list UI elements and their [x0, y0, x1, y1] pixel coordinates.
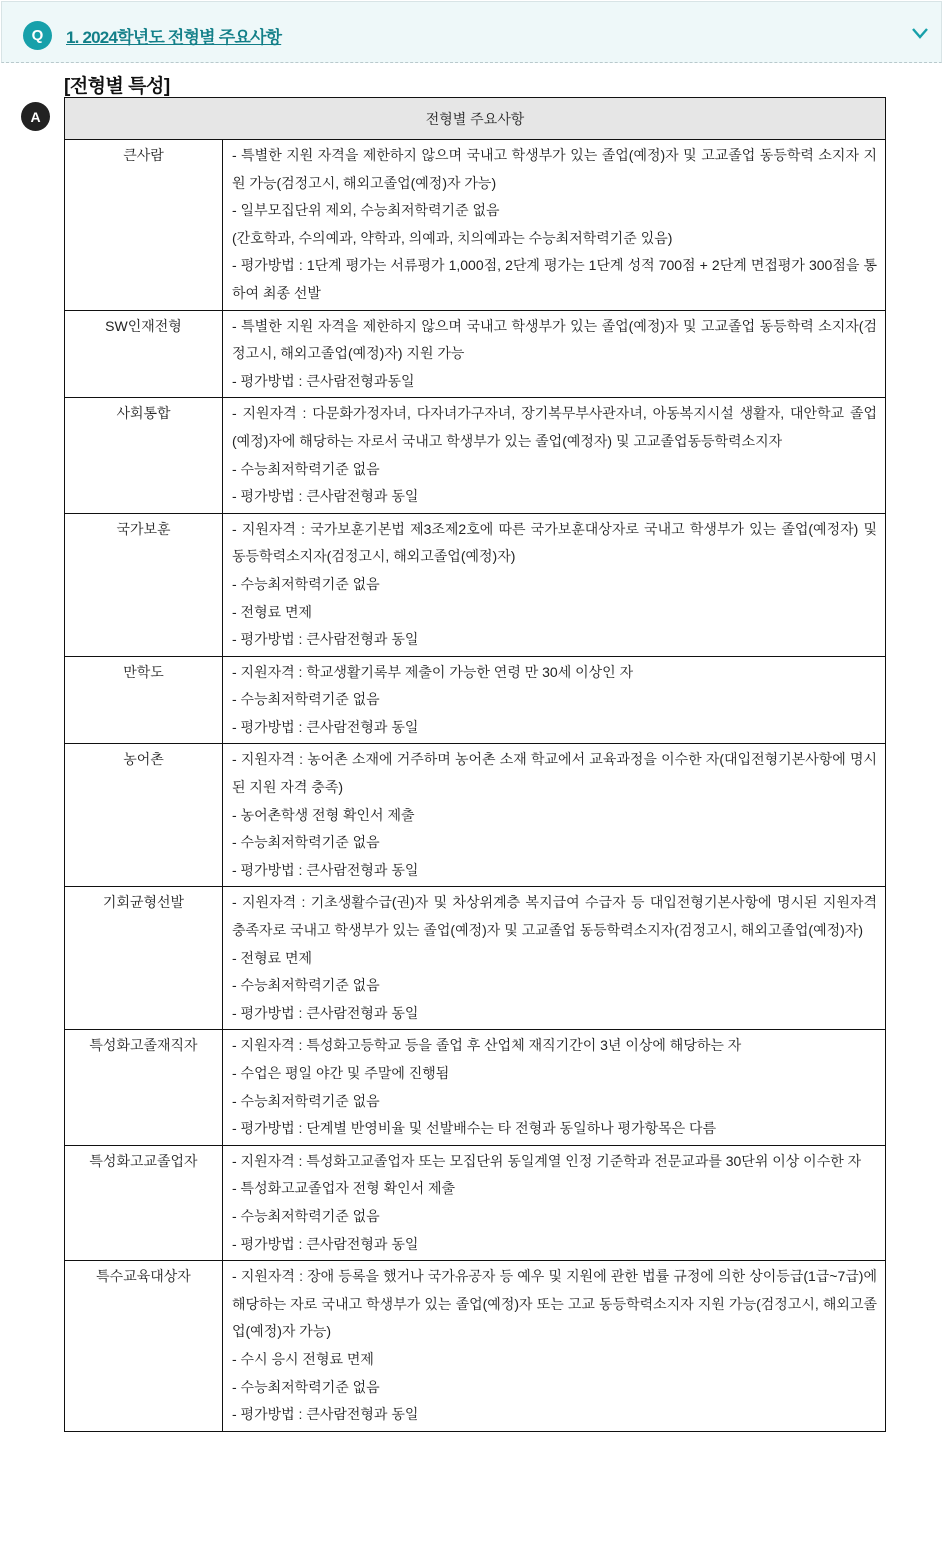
- description-item: - 지원자격 : 학교생활기록부 제출이 가능한 연령 만 30세 이상인 자: [232, 663, 634, 680]
- description-item: - 농어촌학생 전형 확인서 제출: [232, 806, 415, 823]
- admission-type-description: [223, 887, 886, 1030]
- admission-type-name: 농어촌: [65, 744, 223, 887]
- description-item: - 평가방법 : 큰사람전형과 동일: [232, 631, 419, 648]
- admission-type-name: 큰사람: [65, 140, 223, 311]
- description-item: - 특성화고교졸업자 전형 확인서 제출: [232, 1180, 456, 1197]
- a-badge: A: [21, 102, 50, 131]
- admission-type-name: 국가보훈: [65, 513, 223, 656]
- description-item: - 수능최저학력기준 없음: [232, 1378, 380, 1395]
- description-item: - 지원자격 : 국가보훈기본법 제3조제2호에 따른 국가보훈대상자로 국내고 학생부가 있는 졸업(예정자) 및 동등학력소지자(검정고시, 해외고졸업(예정)자): [232, 520, 877, 565]
- admission-type-description: [223, 1261, 886, 1432]
- admission-type-description: [223, 513, 886, 656]
- admission-type-description: [223, 1145, 886, 1260]
- description-item: - 평가방법 : 큰사람전형과 동일: [232, 861, 419, 878]
- description-item: - 평가방법 : 큰사람전형과동일: [232, 372, 415, 389]
- q-badge: Q: [23, 21, 52, 50]
- table-row: [65, 1030, 886, 1145]
- description-item: - 수능최저학력기준 없음: [232, 691, 380, 708]
- description-item: - 지원자격 : 장애 등록을 했거나 국가유공자 등 예우 및 지원에 관한 법률 규정에 의한 상이등급(1급~7급)에 해당하는 자로 국내고 학생부가 있는 졸업(예정)자 또는 고교 동등학력소지자 지원 가능(검정고시, 해외고졸업(예정)자 가능): [232, 1268, 877, 1340]
- admission-type-name: 사회통합: [65, 398, 223, 513]
- admission-type-name: 특성화고교졸업자: [65, 1145, 223, 1260]
- admission-type-name: 기회균형선발: [65, 887, 223, 1030]
- description-item: - 수능최저학력기준 없음: [232, 1207, 380, 1224]
- admission-type-description: [223, 310, 886, 398]
- description-item: - 수업은 평일 야간 및 주말에 진행됨: [232, 1065, 450, 1081]
- table-row: [65, 140, 886, 311]
- description-item: - 수시 응시 전형료 면제: [232, 1350, 374, 1367]
- section-title: [전형별 특성]: [64, 76, 170, 97]
- admission-type-name: 특성화고졸재직자: [65, 1030, 223, 1145]
- description-item: - 전형료 면제: [232, 603, 313, 620]
- admission-types-table: [64, 97, 886, 1432]
- question-title-link[interactable]: 1. 2024학년도 전형별 주요사항: [66, 28, 282, 47]
- table-row: [65, 656, 886, 744]
- table-row: [65, 513, 886, 656]
- description-item: - 지원자격 : 농어촌 소재에 거주하며 농어촌 소재 학교에서 교육과정을 이수한 자(대입전형기본사항에 명시된 지원 자격 충족): [232, 751, 877, 796]
- table-row: [65, 398, 886, 513]
- admission-type-description: [223, 1030, 886, 1145]
- description-item: - 수능최저학력기준 없음: [232, 460, 380, 477]
- table-row: [65, 310, 886, 398]
- table-row: [65, 744, 886, 887]
- description-item: - 평가방법 : 1단계 평가는 서류평가 1,000점, 2단계 평가는 1단계 성적 700점 + 2단계 면접평가 300점을 통하여 최종 선발: [232, 257, 877, 301]
- table-row: [65, 1145, 886, 1260]
- description-item: - 지원자격 : 다문화가정자녀, 다자녀가구자녀, 장기복무부사관자녀, 아동복지시설 생활자, 대안학교 졸업(예정)자에 해당하는 자로서 국내고 학생부가 있는 졸업(예정자) 및 고교졸업동등학력소지자: [232, 405, 877, 449]
- description-item: - 평가방법 : 큰사람전형과 동일: [232, 1235, 419, 1252]
- admission-type-description: [223, 398, 886, 513]
- description-item: - 평가방법 : 큰사람전형과 동일: [232, 1406, 419, 1423]
- description-item: - 수능최저학력기준 없음: [232, 1092, 380, 1109]
- description-item: - 특별한 지원 자격을 제한하지 않으며 국내고 학생부가 있는 졸업(예정)자 및 고교졸업 동등학력 소지자(검정고시, 해외고졸업(예정)자) 지원 가능: [232, 317, 877, 362]
- description-item: - 평가방법 : 큰사람전형과 동일: [232, 718, 419, 735]
- description-item: - 평가방법 : 큰사람전형과 동일: [232, 1004, 419, 1021]
- admission-type-name: 만학도: [65, 656, 223, 744]
- admission-type-description: [223, 656, 886, 744]
- table-row: [65, 887, 886, 1030]
- chevron-down-icon[interactable]: [910, 25, 930, 41]
- description-item: - 수능최저학력기준 없음: [232, 575, 380, 592]
- table-row: [65, 1261, 886, 1432]
- admission-type-description: [223, 744, 886, 887]
- description-item: - 평가방법 : 단계별 반영비율 및 선발배수는 타 전형과 동일하나 평가항목은 다름: [232, 1120, 717, 1137]
- description-item: - 수능최저학력기준 없음: [232, 834, 380, 851]
- description-item: - 특별한 지원 자격을 제한하지 않으며 국내고 학생부가 있는 졸업(예정)자 및 고교졸업 동등학력 소지자 지원 가능(검정고시, 해외고졸업(예정)자 가능): [232, 147, 877, 191]
- description-item: - 전형료 면제: [232, 949, 313, 966]
- admission-type-name: 특수교육대상자: [65, 1261, 223, 1432]
- description-item: - 평가방법 : 큰사람전형과 동일: [232, 488, 419, 505]
- table-header: 전형별 주요사항: [65, 98, 886, 140]
- description-item: - 지원자격 : 기초생활수급(권)자 및 차상위계층 복지급여 수급자 등 대입전형기본사항에 명시된 지원자격 충족자로 국내고 학생부가 있는 졸업(예정)자 및 고교졸업 동등학력소지자(검정고시, 해외고졸업(예정)자): [232, 894, 877, 939]
- admission-type-description: [223, 140, 886, 311]
- description-item: - 일부모집단위 제외, 수능최저학력기준 없음: [232, 202, 500, 219]
- admission-type-name: SW인재전형: [65, 310, 223, 398]
- description-item: - 수능최저학력기준 없음: [232, 977, 380, 994]
- description-item: (간호학과, 수의예과, 약학과, 의예과, 치의예과는 수능최저학력기준 있음): [232, 229, 673, 246]
- description-item: - 지원자격 : 특성화고교졸업자 또는 모집단위 동일계열 인정 기준학과 전문교과를 30단위 이상 이수한 자: [232, 1152, 862, 1169]
- description-item: - 지원자격 : 특성화고등학교 등을 졸업 후 산업체 재직기간이 3년 이상에 해당하는 자: [232, 1037, 742, 1054]
- question-header[interactable]: [1, 1, 942, 63]
